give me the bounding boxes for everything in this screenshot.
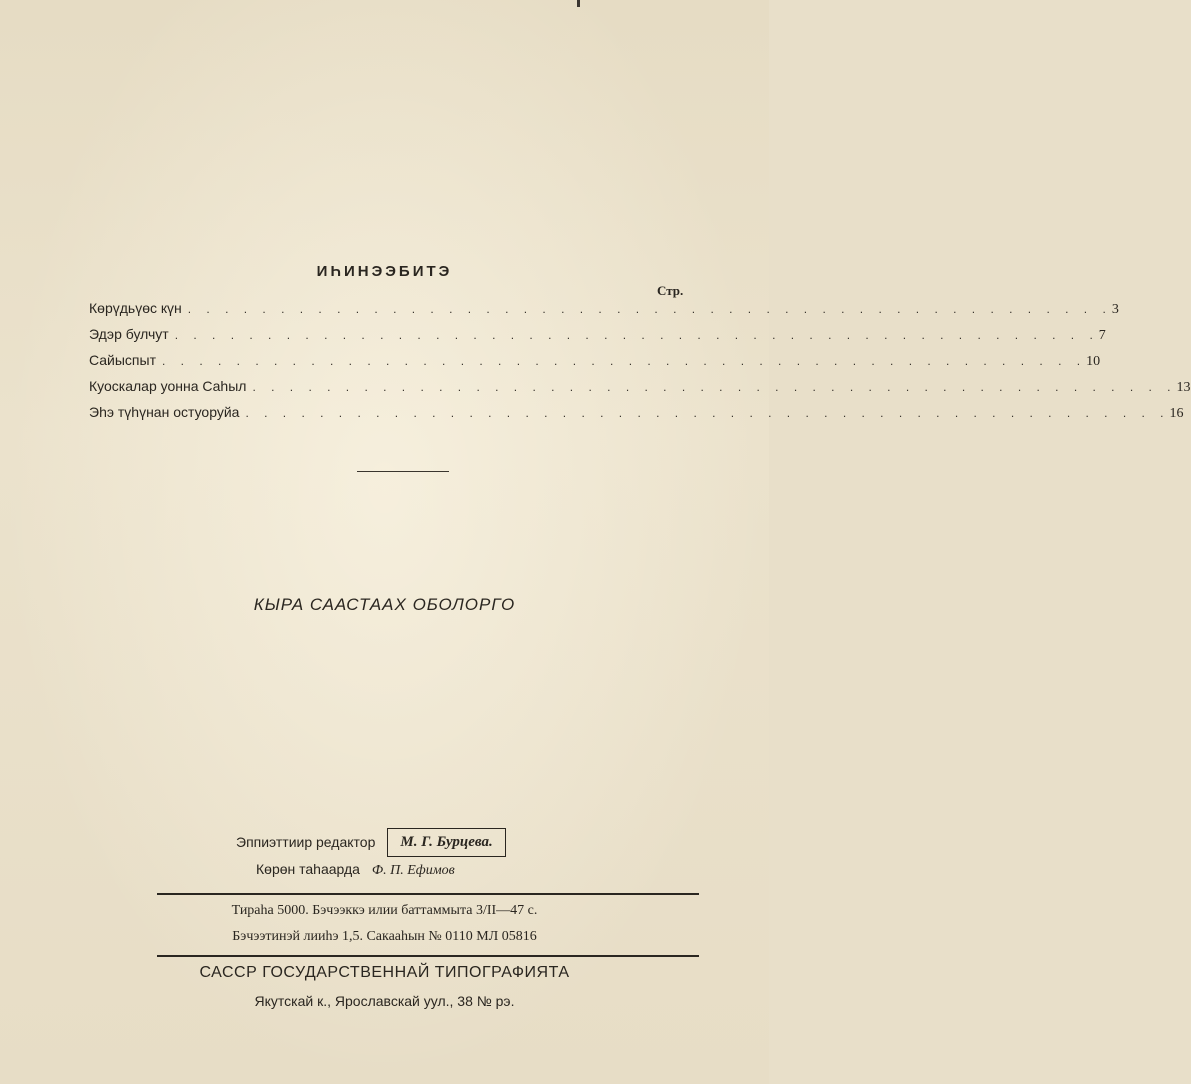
page-column-label: Стр. <box>657 283 684 298</box>
contents-entry-title: Эһэ түһүнан остуоруйа <box>89 404 240 420</box>
print-mark <box>577 0 580 7</box>
contents-entry <box>89 404 1184 430</box>
series-title: КЫРА СААСТААХ ОБОЛОРГО <box>253 595 516 614</box>
divider <box>157 893 699 895</box>
contents-entry-page: 16 <box>1169 406 1184 421</box>
contents-entry <box>89 326 1106 352</box>
contents-list <box>89 300 1191 430</box>
leader-dots: . . . . . . . . . . . . . . . . . . . . . . . . . . . . . . . . . . . . . . . . . . . . . . . . . . <box>162 354 1087 368</box>
editor-label: Эппиэттиир редактор <box>236 834 376 850</box>
publisher-name: САССР ГОСУДАРСТВЕННАЙ ТИПОГРАФИЯТА <box>199 964 570 981</box>
editor-name: М. Г. Бурцева. <box>387 828 505 857</box>
publisher-address: Якутскай к., Ярославскай уул., 38 № рэ. <box>254 993 515 1009</box>
divider <box>357 471 449 472</box>
proofreader-name: Ф. П. Ефимов <box>371 863 455 878</box>
contents-entry-page: 13 <box>1176 380 1191 395</box>
leader-dots: . . . . . . . . . . . . . . . . . . . . . . . . . . . . . . . . . . . . . . . . . . . . . . . . . . <box>174 328 1099 342</box>
proofreader-label: Көрөн таһаарда <box>256 861 360 877</box>
contents-entry-title: Сайыспыт <box>89 352 156 368</box>
contents-entry-title: Көрүдьүөс күн <box>89 300 182 316</box>
leader-dots: . . . . . . . . . . . . . . . . . . . . . . . . . . . . . . . . . . . . . . . . . . . . . . . . . . <box>187 302 1112 316</box>
contents-entry <box>89 300 1119 326</box>
contents-heading: ИҺИНЭЭБИТЭ <box>316 263 453 280</box>
contents-entry <box>89 352 1101 378</box>
contents-entry-title: Куоскалар уонна Саһыл <box>89 378 247 394</box>
editor-credit <box>236 826 506 858</box>
divider <box>157 955 699 957</box>
contents-entry-title: Эдэр булчут <box>89 326 169 342</box>
leader-dots: . . . . . . . . . . . . . . . . . . . . . . . . . . . . . . . . . . . . . . . . . . . . . . . . . . <box>245 406 1170 420</box>
contents-entry-page: 10 <box>1086 354 1101 369</box>
contents-entry-page: 3 <box>1111 302 1119 317</box>
imprint-line: Тираһа 5000. Бэчээккэ илии баттаммыта 3/II—47 с. <box>231 903 538 918</box>
proofreader-credit <box>256 861 455 879</box>
contents-entry-page: 7 <box>1098 328 1106 343</box>
imprint-line: Бэчээтинэй лииһэ 1,5. Сакааһын № 0110 МЛ 05816 <box>232 929 537 944</box>
leader-dots: . . . . . . . . . . . . . . . . . . . . . . . . . . . . . . . . . . . . . . . . . . . . . . . . . . <box>252 380 1177 394</box>
contents-entry <box>89 378 1191 404</box>
